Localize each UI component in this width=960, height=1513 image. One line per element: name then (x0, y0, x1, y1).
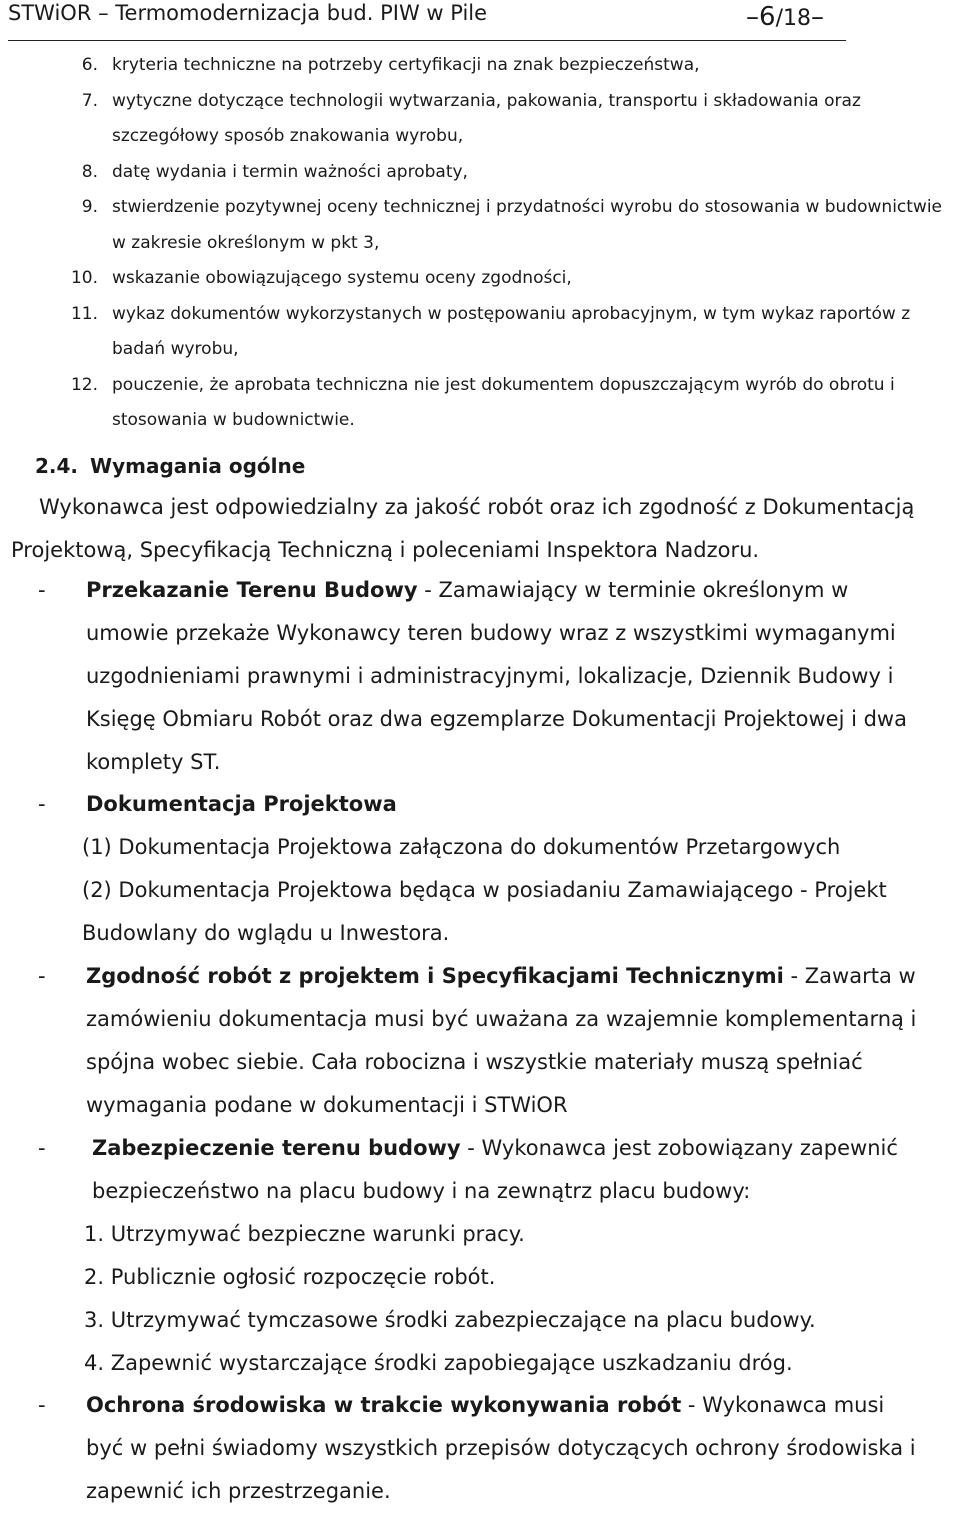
bullet-title: Ochrona środowiska w trakcie wykonywania robót (86, 1393, 682, 1417)
list-item: 1. Utrzymywać bezpieczne warunki pracy. (84, 1222, 525, 1246)
documentation-line-1: (1) Dokumentacja Projektowa załączona do dokumentów Przetargowych (82, 835, 841, 859)
bullet-project-documentation (0, 783, 960, 955)
section-number: 2.4. (35, 454, 79, 478)
bullet-title: Zgodność robót z projektem i Specyfikacjami Technicznymi (86, 964, 784, 988)
list-item-number: 6. (81, 55, 98, 75)
page-number: –6/18– (746, 2, 824, 32)
section-heading (35, 451, 305, 481)
list-item-number: 10. (70, 268, 98, 288)
list-item-text: wskazanie obowiązującego systemu oceny zgodności, (112, 268, 572, 288)
page-separator: / (775, 6, 783, 31)
security-steps-list (84, 1213, 920, 1385)
bullet-title: Dokumentacja Projektowa (86, 792, 397, 816)
page-total: 18 (783, 6, 811, 31)
list-item-text: kryteria techniczne na potrzeby certyfikacji na znak bezpieczeństwa, (112, 55, 700, 75)
page-header (8, 0, 846, 41)
section-title: Wymagania ogólne (90, 454, 306, 478)
list-item-number: 12. (70, 374, 98, 395)
bullet-dash: - (38, 964, 46, 988)
list-item-text: datę wydania i termin ważności aprobaty, (112, 161, 468, 182)
list-item: 2. Publicznie ogłosić rozpoczęcie robót. (84, 1265, 496, 1289)
bullet-text: - Zawarta w zamówieniu dokumentacja musi być uważana za wzajemnie komplementarną i spójna wobec siebie. Cała robocizna i wszystkie materiały muszą spełniać wymagania podane w dokumentacji i STWiOR (86, 964, 917, 1117)
bullet-title: Przekazanie Terenu Budowy (86, 578, 418, 602)
section-intro: Wykonawca jest odpowiedzialny za jakość robót oraz ich zgodność z Dokumentacją Projektową, Specyfikacją Techniczną i poleceniami Inspektora Nadzoru. (11, 495, 915, 562)
bullet-site-handover (0, 569, 960, 784)
bullet-text: - Wykonawca musi być w pełni świadomy wszystkich przepisów dotyczących ochrony środowiska i zapewnić ich przestrzeganie. (86, 1393, 916, 1503)
bullet-dash: - (38, 1393, 46, 1417)
bullet-environment-protection (0, 1384, 960, 1513)
list-item (0, 190, 960, 261)
list-item: 3. Utrzymywać tymczasowe środki zabezpieczające na placu budowy. (84, 1308, 816, 1332)
list-item-number: 8. (81, 161, 98, 182)
page-current: 6 (759, 2, 776, 32)
bullet-dash: - (38, 792, 46, 816)
list-item (0, 155, 960, 191)
approval-contents-list (0, 48, 960, 439)
list-item-number: 11. (70, 303, 98, 324)
list-item-text: pouczenie, że aprobata techniczna nie jest dokumentem dopuszczającym wyrób do obrotu i stosowania w budownictwie. (112, 374, 895, 430)
list-item-text: wytyczne dotyczące technologii wytwarzania, pakowania, transportu i składowania oraz szczegółowy sposób znakowania wyrobu, (112, 90, 861, 146)
documentation-line-2: (2) Dokumentacja Projektowa będąca w posiadaniu Zamawiającego - Projekt Budowlany do wglądu u Inwestora. (82, 878, 887, 945)
bullet-text: - Wykonawca jest zobowiązany zapewnić bezpieczeństwo na placu budowy i na zewnątrz placu budowy: (92, 1136, 898, 1203)
bullet-title: Zabezpieczenie terenu budowy (92, 1136, 461, 1160)
list-item (0, 297, 960, 368)
list-item (0, 261, 960, 297)
list-item (0, 368, 960, 439)
bullet-site-security (0, 1127, 960, 1385)
bullet-dash: - (38, 1136, 46, 1160)
list-item: 4. Zapewnić wystarczające środki zapobiegające uszkadzaniu dróg. (84, 1351, 793, 1375)
bullet-compliance (0, 955, 960, 1127)
bullet-dash: - (38, 578, 46, 602)
list-item-number: 7. (81, 90, 98, 111)
list-item-text: wykaz dokumentów wykorzystanych w postępowaniu aprobacyjnym, w tym wykaz raportów z badań wyrobu, (112, 303, 911, 359)
bullet-text: - Zamawiający w terminie określonym w umowie przekaże Wykonawcy teren budowy wraz z wszystkimi wymaganymi uzgodnieniami prawnymi i administracyjnymi, lokalizacje, Dziennik Budowy i Księgę Obmiaru Robót oraz dwa egzemplarze Dokumentacji Projektowej i dwa komplety ST. (86, 578, 907, 774)
list-item (0, 84, 960, 155)
list-item (0, 48, 960, 84)
list-item-text: stwierdzenie pozytywnej oceny technicznej i przydatności wyrobu do stosowania w budownictwie w zakresie określonym w pkt 3, (112, 197, 943, 253)
document-title: STWiOR – Termomodernizacja bud. PIW w Pile (8, 1, 488, 25)
list-item-number: 9. (81, 197, 98, 217)
